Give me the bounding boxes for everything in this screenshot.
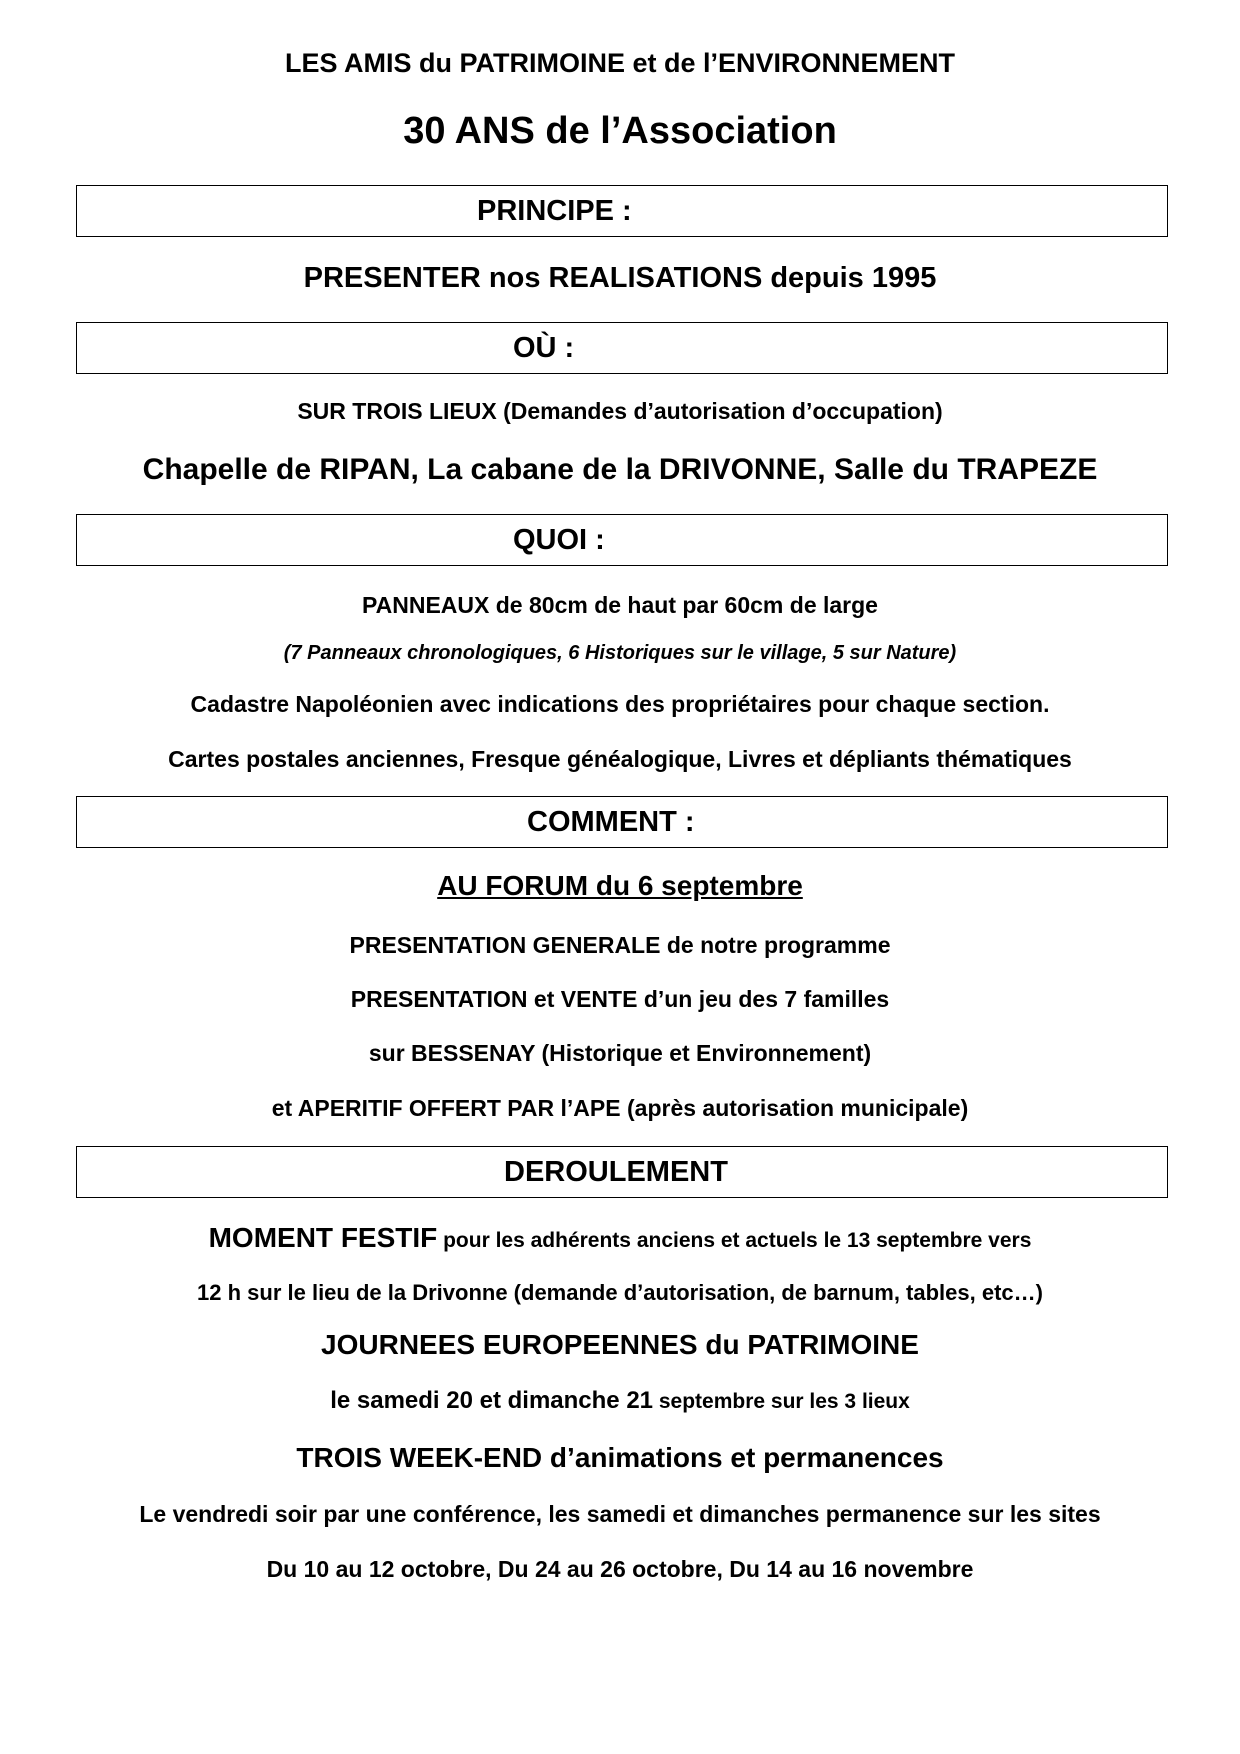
deroulement-heading: DEROULEMENT	[504, 1156, 728, 1188]
org-name: LES AMIS du PATRIMOINE et de l’ENVIRONNEMENT	[284, 48, 956, 78]
comment-presentation-vente: PRESENTATION et VENTE d’un jeu des 7 familles	[350, 986, 890, 1012]
deroulement-dates	[0, 1387, 1240, 1415]
comment-bessenay: sur BESSENAY (Historique et Environnement)	[368, 1040, 872, 1066]
deroulement-moment	[0, 1222, 1240, 1254]
comment-heading: COMMENT :	[527, 806, 695, 838]
page-title: 30 ANS de l’Association	[403, 110, 837, 152]
quoi-cadastre: Cadastre Napoléonien avec indications des propriétaires pour chaque section.	[190, 691, 1050, 717]
deroulement-vendredi: Le vendredi soir par une conférence, les samedi et dimanches permanence sur les sites	[139, 1501, 1101, 1527]
moment-festif-text: pour les adhérents anciens et actuels le 13 septembre vers	[437, 1229, 1032, 1252]
comment-aperitif: et APERITIF OFFERT PAR l’APE (après autorisation municipale)	[271, 1095, 969, 1121]
quoi-heading: QUOI :	[513, 524, 605, 556]
ou-lieux: SUR TROIS LIEUX (Demandes d’autorisation d’occupation)	[297, 398, 943, 424]
section-ou	[76, 322, 1168, 374]
quoi-panneaux-detail: (7 Panneaux chronologiques, 6 Historiques sur le village, 5 sur Nature)	[283, 642, 957, 664]
ou-places: Chapelle de RIPAN, La cabane de la DRIVONNE, Salle du TRAPEZE	[142, 453, 1098, 486]
principe-text: PRESENTER nos REALISATIONS depuis 1995	[303, 262, 937, 294]
comment-presentation-generale: PRESENTATION GENERALE de notre programme	[349, 932, 891, 958]
section-quoi	[76, 514, 1168, 566]
section-comment	[76, 796, 1168, 848]
principe-heading: PRINCIPE :	[477, 195, 632, 227]
section-principe	[76, 185, 1168, 237]
quoi-panneaux: PANNEAUX de 80cm de haut par 60cm de large	[362, 592, 878, 618]
dates-label: le samedi 20 et dimanche 21	[330, 1387, 654, 1414]
comment-forum: AU FORUM du 6 septembre	[437, 870, 803, 901]
dates-text: septembre sur les 3 lieux	[653, 1390, 910, 1413]
moment-festif-label: MOMENT FESTIF	[208, 1222, 438, 1253]
section-deroulement	[76, 1146, 1168, 1198]
quoi-cartes: Cartes postales anciennes, Fresque généalogique, Livres et dépliants thématiques	[168, 746, 1072, 772]
deroulement-moment-line2: 12 h sur le lieu de la Drivonne (demande d’autorisation, de barnum, tables, etc…)	[197, 1280, 1043, 1305]
deroulement-weekend: TROIS WEEK-END d’animations et permanences	[296, 1442, 944, 1473]
ou-heading: OÙ :	[513, 332, 575, 364]
deroulement-journees: JOURNEES EUROPEENNES du PATRIMOINE	[321, 1329, 919, 1360]
deroulement-octobre: Du 10 au 12 octobre, Du 24 au 26 octobre, Du 14 au 16 novembre	[266, 1556, 974, 1582]
